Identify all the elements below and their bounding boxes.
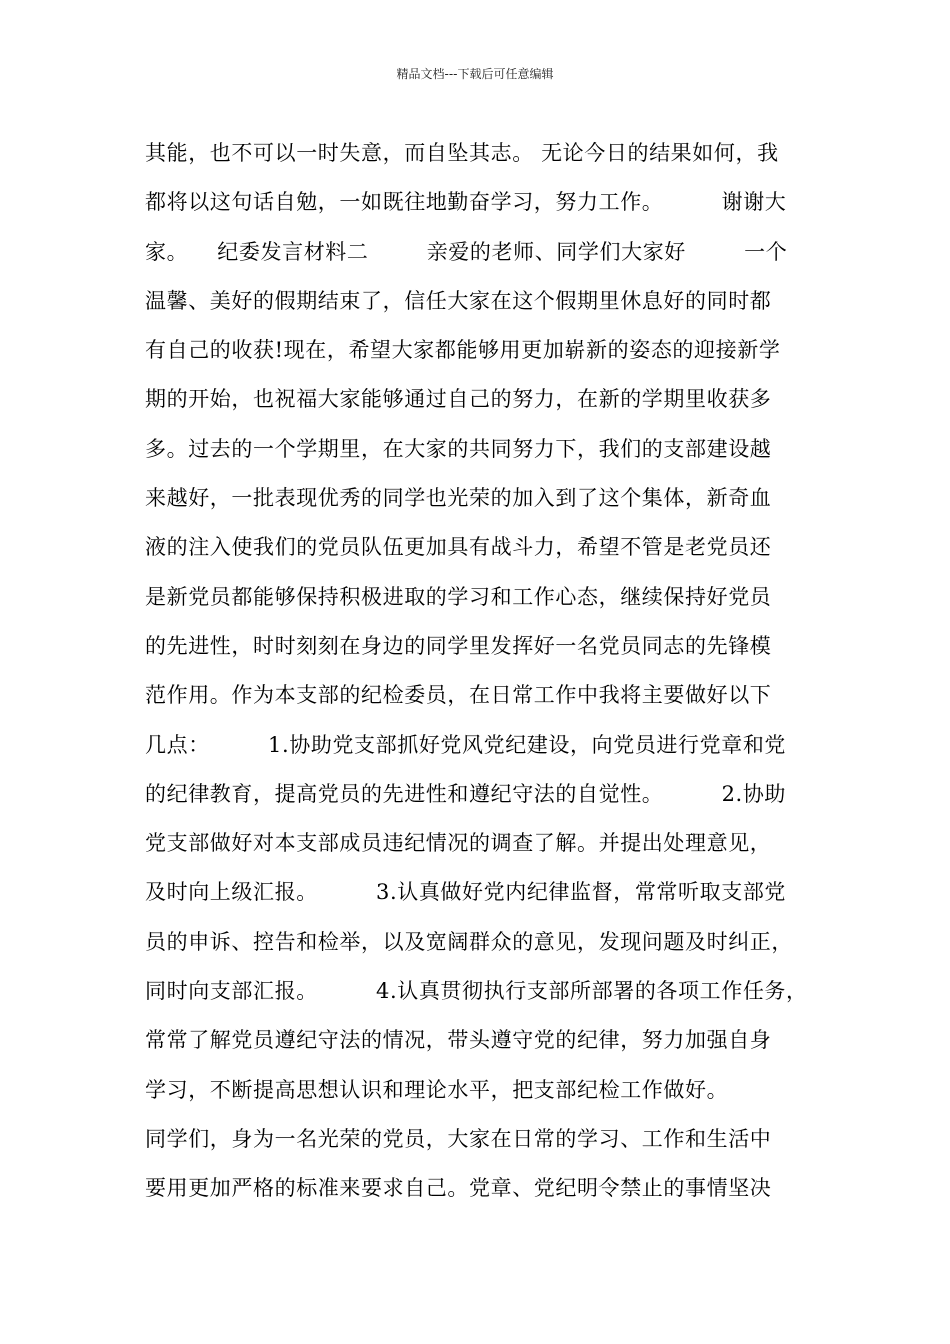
body-line: 同学们，身为一名光荣的党员，大家在日常的学习、工作和生活中 [145, 1126, 772, 1151]
body-line: 有自己的收获!现在，希望大家都能够用更加崭新的姿态的迎接新学 [145, 338, 781, 363]
body-line: 范作用。作为本支部的纪检委员，在日常工作中我将主要做好以下 [145, 683, 772, 708]
body-line: 几点： 1.协助党支部抓好党风党纪建设，向党员进行党章和党 [145, 732, 787, 757]
body-line: 常常了解党员遵纪守法的情况，带头遵守党的纪律，努力加强自身 [145, 1028, 772, 1053]
body-line: 党支部做好对本支部成员违纪情况的调查了解。并提出处理意见， [145, 831, 772, 856]
body-line: 期的开始，也祝福大家能够通过自己的努力，在新的学期里收获多 [145, 387, 772, 412]
page-header: 精品文档---下载后可任意编辑 [396, 67, 554, 81]
body-line: 的先进性，时时刻刻在身边的同学里发挥好一名党员同志的先锋模 [145, 633, 772, 658]
body-line: 家。 纪委发言材料二 亲爱的老师、同学们大家好 一个 [145, 239, 788, 264]
body-line: 要用更加严格的标准来要求自己。党章、党纪明令禁止的事情坚决 [145, 1176, 772, 1201]
body-line: 同时向支部汇报。 4.认真贯彻执行支部所部署的各项工作任务， [145, 979, 808, 1004]
document-body [145, 133, 815, 1218]
body-line: 多。过去的一个学期里，在大家的共同努力下，我们的支部建设越 [145, 436, 772, 461]
body-line: 是新党员都能够保持积极进取的学习和工作心态，继续保持好党员 [145, 584, 772, 609]
body-line: 来越好，一批表现优秀的同学也光荣的加入到了这个集体，新奇血 [145, 486, 772, 511]
body-line: 都将以这句话自勉，一如既往地勤奋学习，努力工作。 谢谢大 [145, 190, 787, 215]
body-line: 液的注入使我们的党员队伍更加具有战斗力，希望不管是老党员还 [145, 535, 772, 560]
body-line: 其能，也不可以一时失意，而自坠其志。 无论今日的结果如何，我 [145, 141, 779, 165]
body-line: 学习，不断提高思想认识和理论水平，把支部纪检工作做好。 [145, 1077, 729, 1102]
body-line: 员的申诉、控告和检举，以及宽阔群众的意见，发现问题及时纠正， [145, 929, 793, 954]
body-line: 及时向上级汇报。 3.认真做好党内纪律监督，常常听取支部党 [145, 880, 787, 905]
body-line: 的纪律教育，提高党员的先进性和遵纪守法的自觉性。 2.协助 [145, 781, 787, 806]
body-line: 温馨、美好的假期结束了，信任大家在这个假期里休息好的同时都 [145, 288, 772, 313]
